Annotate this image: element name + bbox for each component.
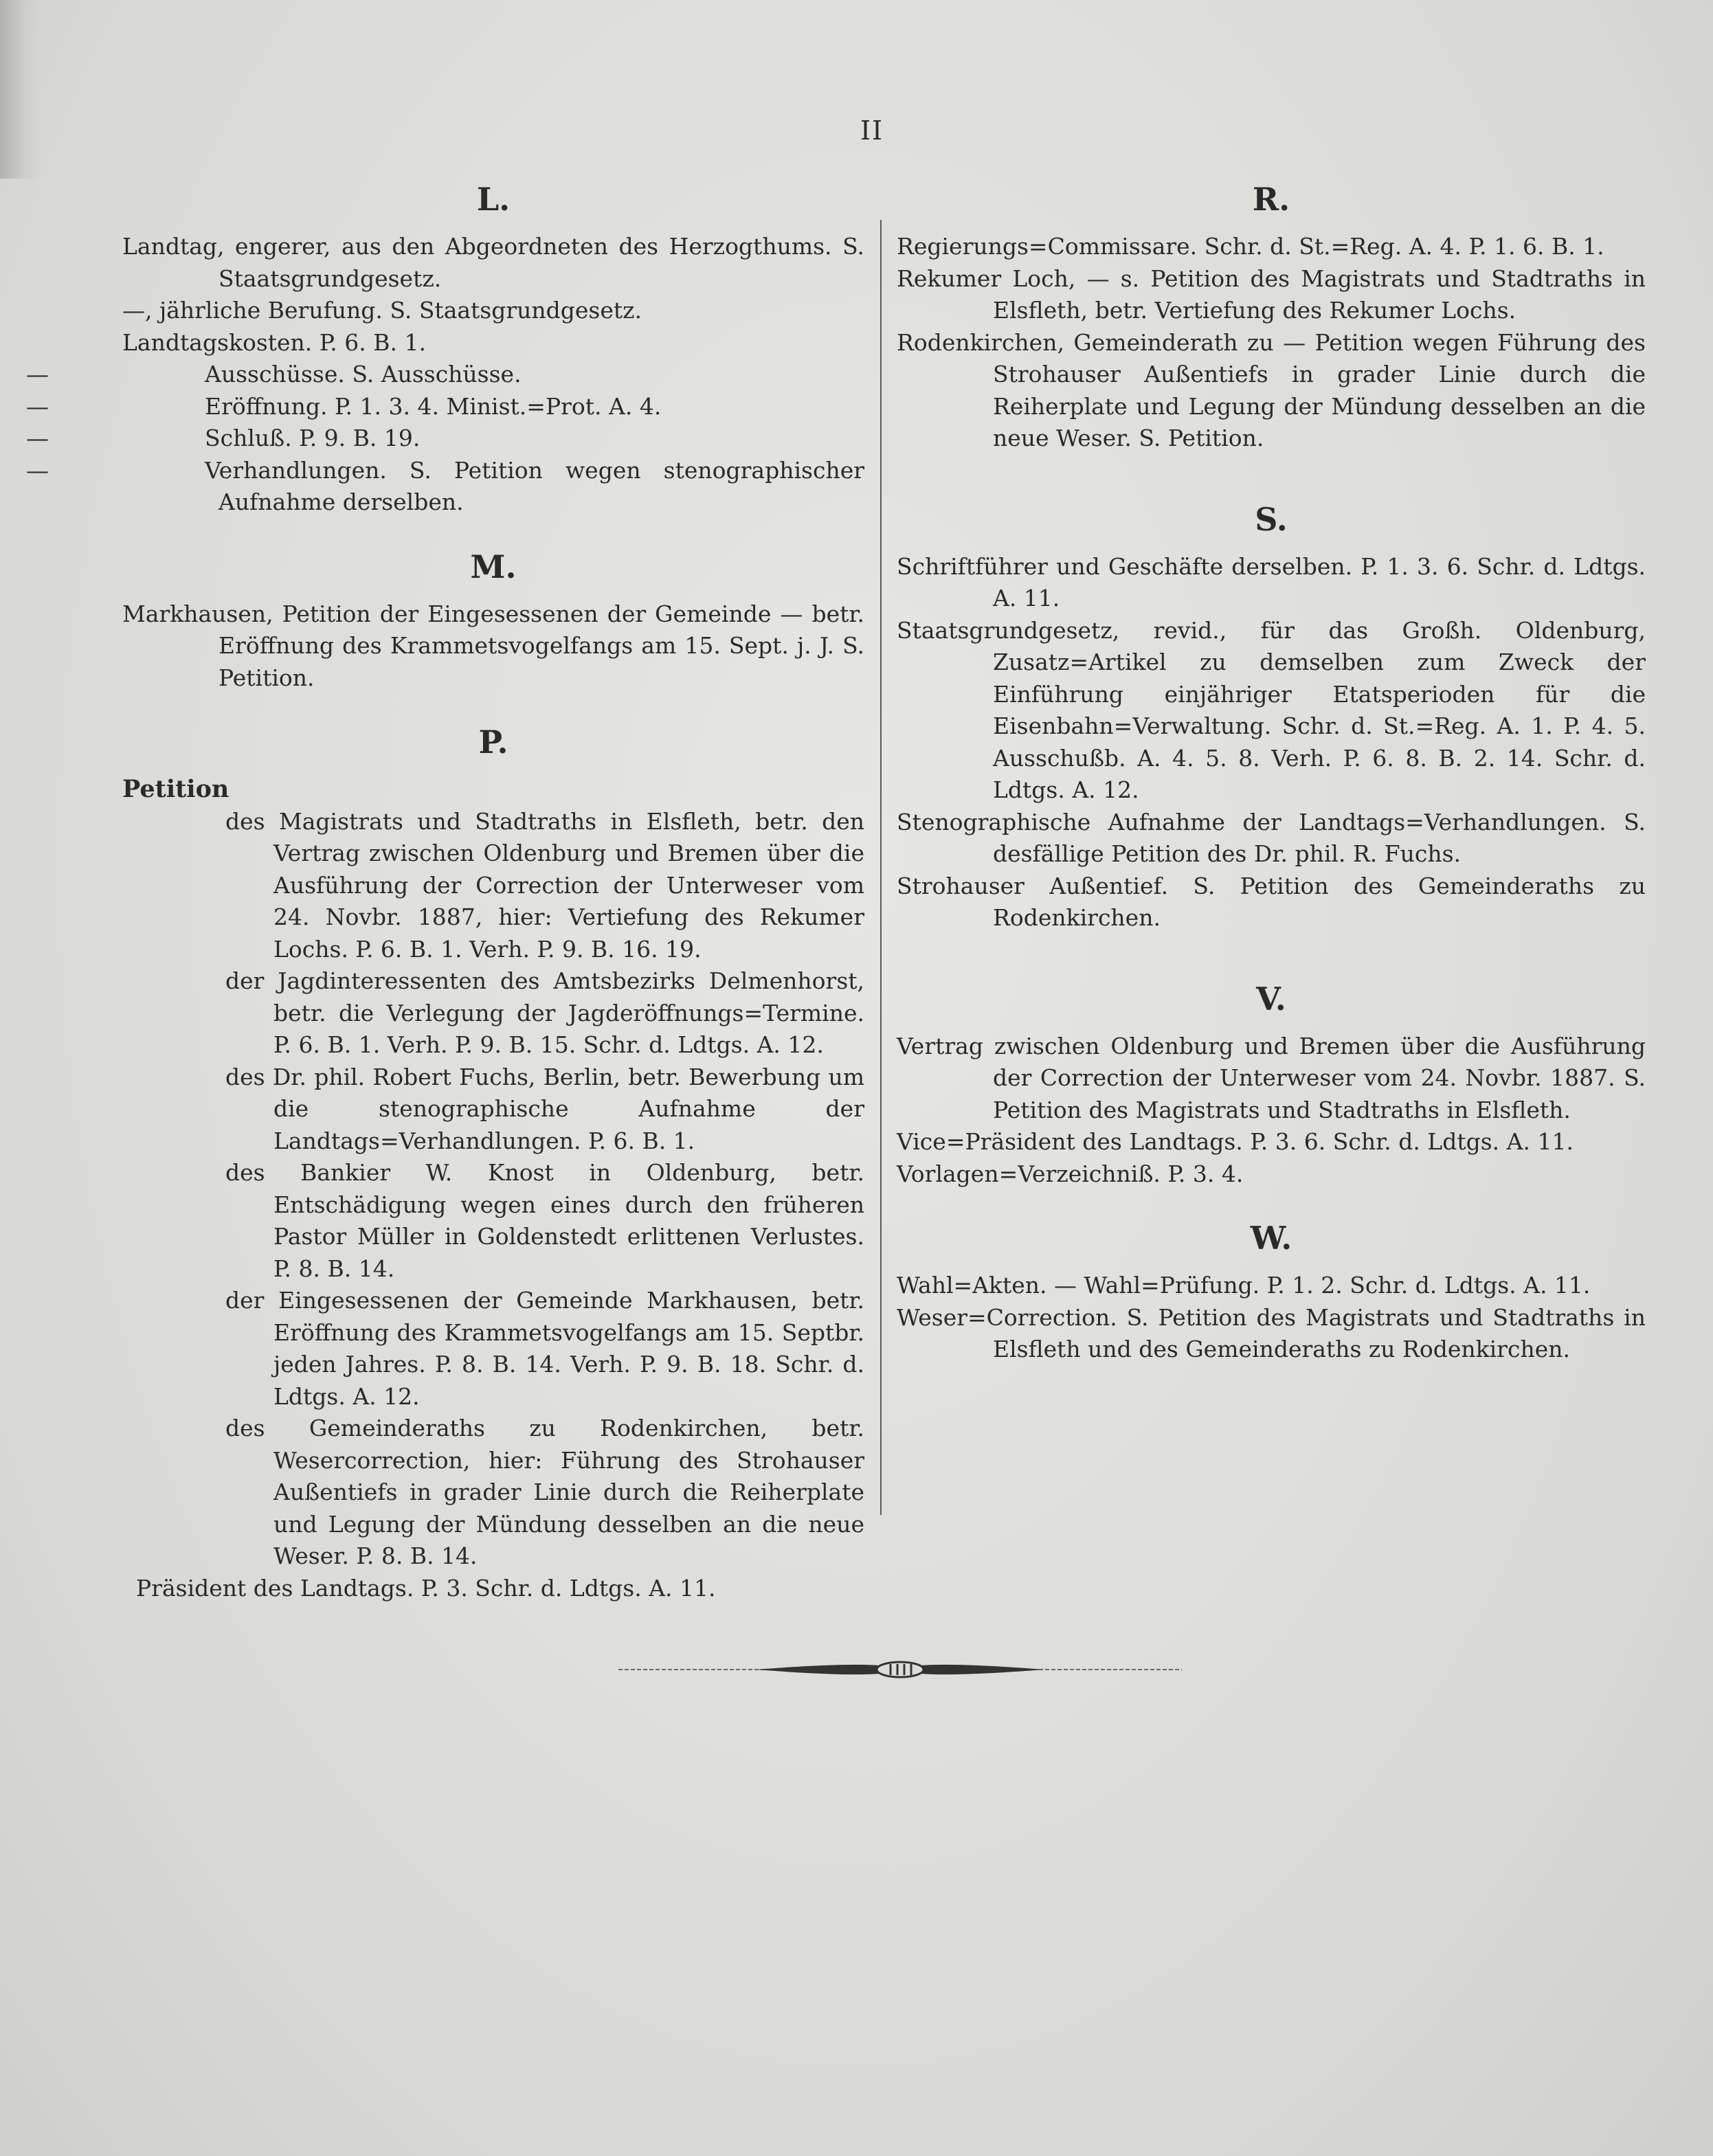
index-entry: Vice=Präsident des Landtags. P. 3. 6. Schr. d. Ldtgs. A. 11. <box>897 1128 1574 1155</box>
index-entry: Regierungs=Commissare. Schr. d. St.=Reg. A. 4. P. 1. 6. B. 1. <box>897 233 1604 260</box>
dash-mark: — <box>26 425 49 451</box>
index-entry: Stenographische Aufnahme der Landtags=Verhandlungen. S. desfällige Petition des Dr. phil. R. Fuchs. <box>897 808 1646 867</box>
section-letter-p: P. <box>478 723 508 761</box>
index-entry: Schriftführer und Geschäfte derselben. P. 1. 3. 6. Schr. d. Ldtgs. A. 11. <box>897 552 1646 611</box>
section-letter-w: W. <box>1250 1220 1292 1257</box>
left-column <box>26 172 864 1604</box>
section-letter-v: V. <box>1256 980 1286 1018</box>
petition-sub-entry: des Dr. phil. Robert Fuchs, Berlin, betr. Bewerbung um die stenographische Aufnahme der Landtags=Verhandlungen. P. 6. B. 1. <box>225 1063 864 1154</box>
section-letter-s: S. <box>1255 500 1288 538</box>
index-entry: —, jährliche Berufung. S. Staatsgrundgesetz. <box>122 297 642 324</box>
index-entry: Landtagskosten. P. 6. B. 1. <box>122 328 426 356</box>
index-entry <box>26 455 864 519</box>
entry-text: Ausschüsse. S. Ausschüsse. <box>205 361 522 388</box>
petition-sub-entry: des Magistrats und Stadtraths in Elsfleth, betr. den Vertrag zwischen Oldenburg und Bremen über die Ausführung der Correction der Unterweser vom 24. Novbr. 1887, hier: Vertiefung des Rekumer Lochs. P. 6. B. 1. Verh. P. 9. B. 16. 19. <box>225 807 864 963</box>
page-edge-shadow <box>0 0 41 179</box>
index-entry: Präsident des Landtags. P. 3. Schr. d. Ldtgs. A. 11. <box>136 1574 716 1602</box>
index-entry: Wahl=Akten. — Wahl=Prüfung. P. 1. 2. Schr. d. Ldtgs. A. 11. <box>897 1272 1591 1299</box>
index-entry: Strohauser Außentief. S. Petition des Gemeinderaths zu Rodenkirchen. <box>897 872 1646 931</box>
index-entry <box>26 359 864 391</box>
column-divider <box>880 220 882 1515</box>
section-letter-r: R. <box>1252 181 1290 218</box>
entry-text: Eröffnung. P. 1. 3. 4. Minist.=Prot. A. 4. <box>205 392 662 420</box>
petition-sub-entry: des Bankier W. Knost in Oldenburg, betr. Entschädigung wegen eines durch den früheren Pastor Müller in Goldenstedt erlittenen Verlustes. P. 8. B. 14. <box>225 1159 864 1282</box>
dash-mark: — <box>26 361 49 388</box>
index-entry <box>26 423 864 455</box>
dash-mark: — <box>26 456 49 484</box>
petition-heading: Petition <box>122 775 229 803</box>
index-entry: Rodenkirchen, Gemeinderath zu — Petition wegen Führung des Strohauser Außentiefs in grader Linie durch die Reiherplate und Legung der Mündung desselben an die neue Weser. S. Petition. <box>897 328 1646 451</box>
index-entry: Staatsgrundgesetz, revid., für das Großh. Oldenburg, Zusatz=Artikel zu demselben zum Zweck der Einführung einjähriger Etatsperioden für die Eisenbahn=Verwaltung. Schr. d. St.=Reg. A. 1. P. 4. 5. Ausschußb. A. 4. 5. 8. Verh. P. 6. 8. B. 2. 14. Schr. d. Ldtgs. A. 12. <box>897 616 1646 803</box>
entry-text: Verhandlungen. S. Petition wegen stenographischer Aufnahme derselben. <box>205 456 864 515</box>
end-ornament-icon <box>618 1656 1182 1683</box>
index-entry: Vertrag zwischen Oldenburg und Bremen über die Ausführung der Correction der Unterweser vom 24. Novbr. 1887. S. Petition des Magistrats und Stadtraths in Elsfleth. <box>897 1032 1646 1123</box>
section-letter-l: L. <box>476 181 511 218</box>
page-number: II <box>860 115 884 146</box>
index-entry: Markhausen, Petition der Eingesessenen der Gemeinde — betr. Eröffnung des Krammetsvogelfangs am 15. Sept. j. J. S. Petition. <box>122 600 864 691</box>
petition-sub-entry: der Jagdinteressenten des Amtsbezirks Delmenhorst, betr. die Verlegung der Jagderöffnungs=Termine. P. 6. B. 1. Verh. P. 9. B. 15. Schr. d. Ldtgs. A. 12. <box>225 967 864 1058</box>
index-entry: Rekumer Loch, — s. Petition des Magistrats und Stadtraths in Elsfleth, betr. Vertiefung des Rekumer Lochs. <box>897 265 1646 324</box>
right-column <box>897 172 1646 1366</box>
section-letter-m: M. <box>470 548 517 585</box>
petition-sub-entry: des Gemeinderaths zu Rodenkirchen, betr. Wesercorrection, hier: Führung des Strohauser Außentiefs in grader Linie durch die Reiherplate und Legung der Mündung desselben an die neue Weser. P. 8. B. 14. <box>225 1415 864 1569</box>
index-entry: Landtag, engerer, aus den Abgeordneten des Herzogthums. S. Staatsgrundgesetz. <box>122 233 864 292</box>
index-entry: Vorlagen=Verzeichniß. P. 3. 4. <box>897 1160 1244 1187</box>
index-entry: Weser=Correction. S. Petition des Magistrats und Stadtraths in Elsfleth und des Gemeinderaths zu Rodenkirchen. <box>897 1303 1646 1362</box>
petition-sub-entry: der Eingesessenen der Gemeinde Markhausen, betr. Eröffnung des Krammetsvogelfangs am 15. Septbr. jeden Jahres. P. 8. B. 14. Verh. P. 9. B. 18. Schr. d. Ldtgs. A. 12. <box>225 1287 864 1410</box>
index-entry <box>26 391 864 423</box>
entry-text: Schluß. P. 9. B. 19. <box>205 425 421 451</box>
dash-mark: — <box>26 392 49 420</box>
